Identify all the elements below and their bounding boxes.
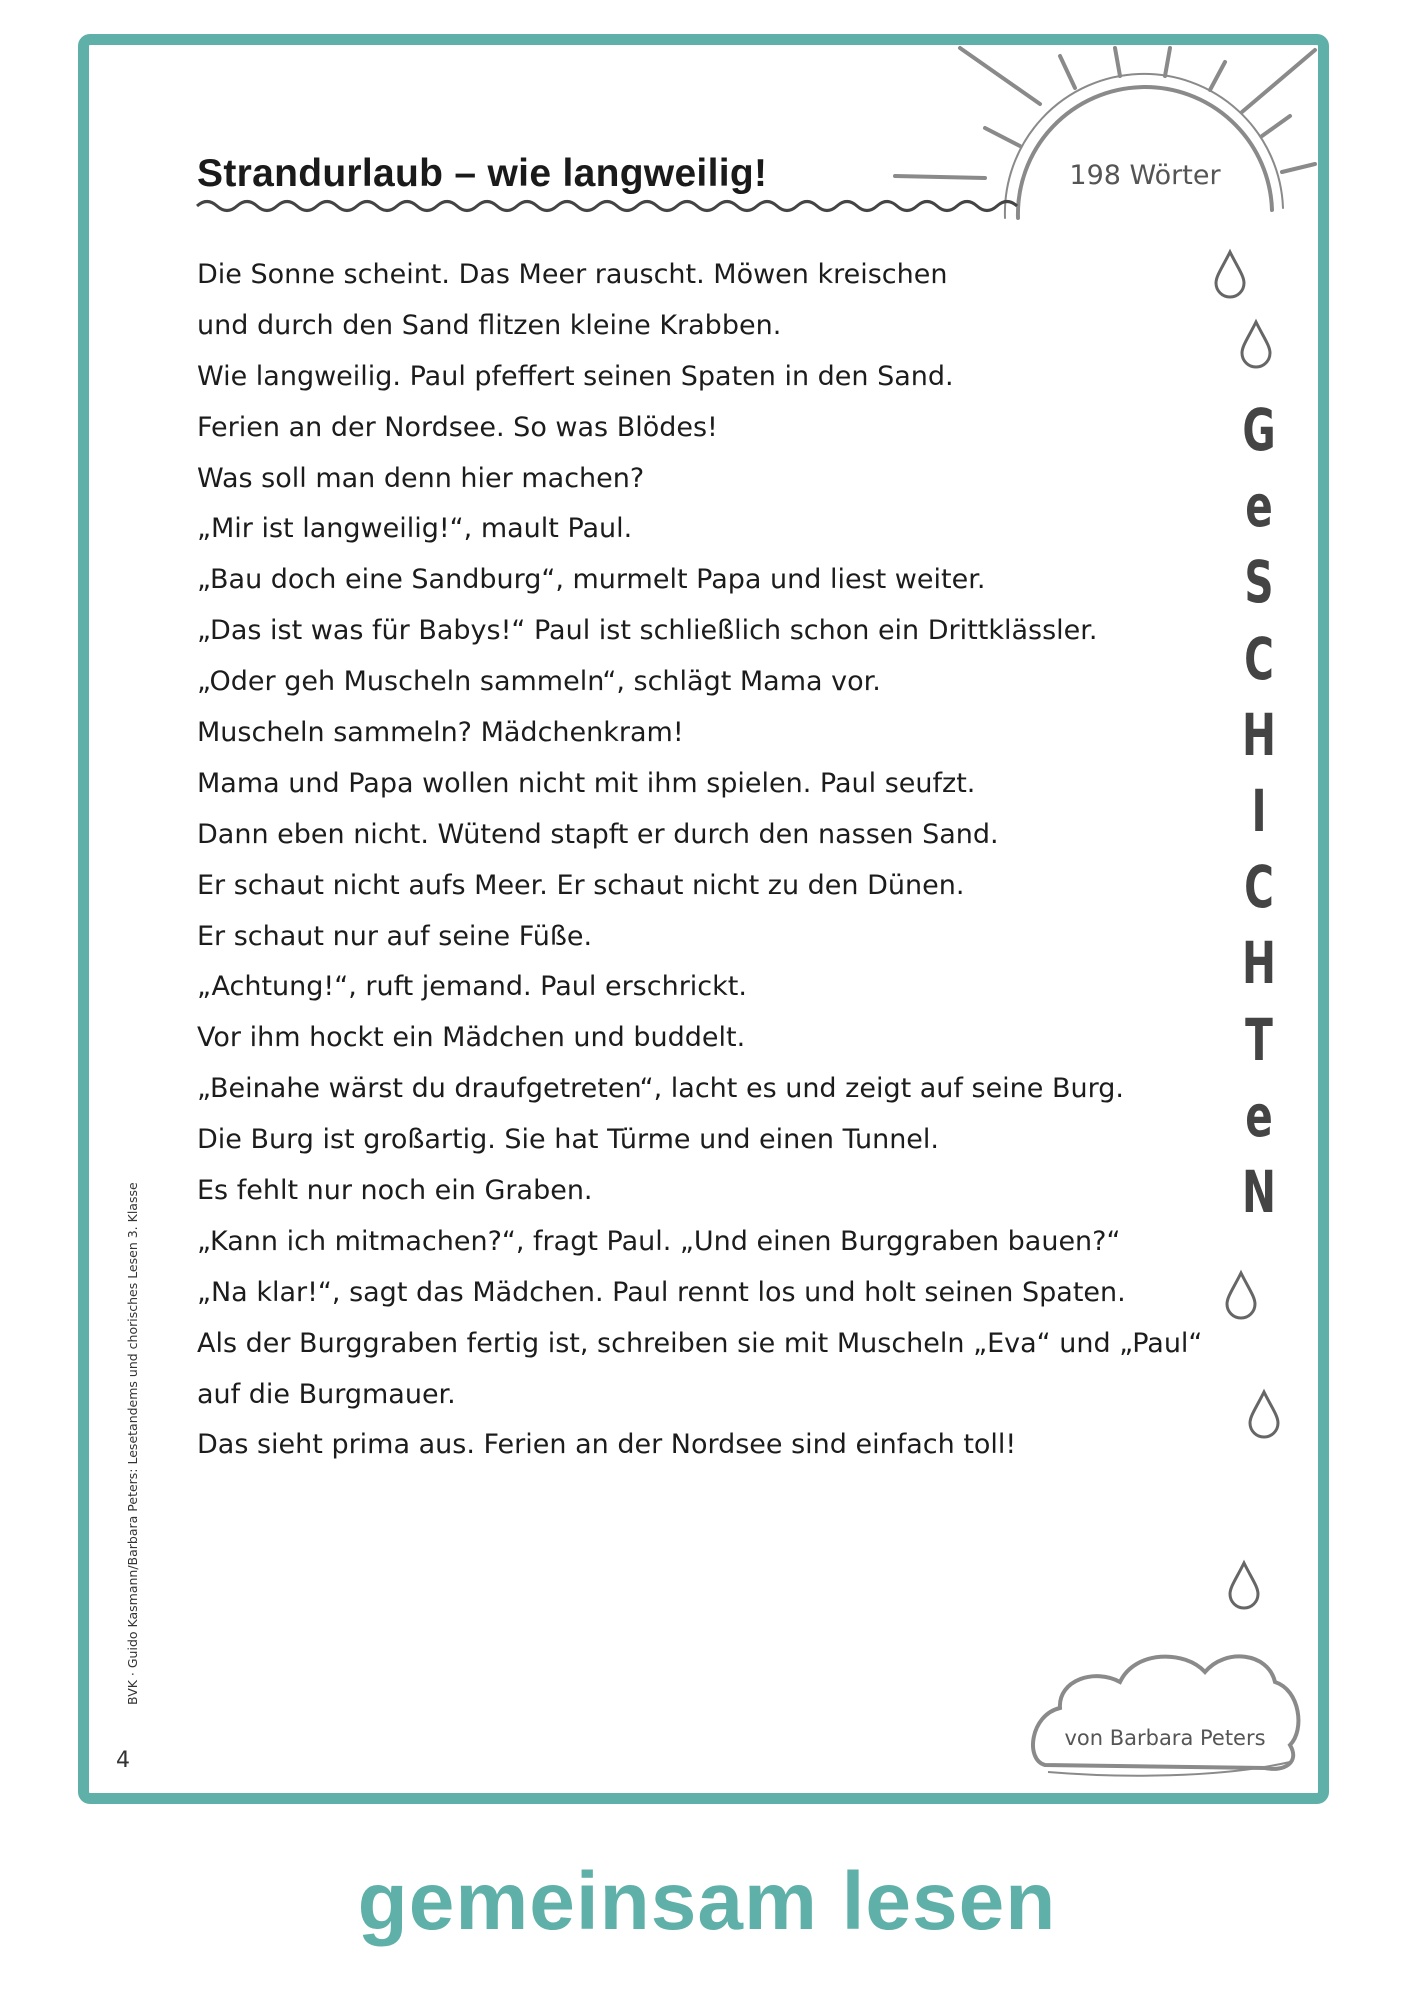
raindrop-icon [1216,252,1244,297]
footer-title: gemeinsam lesen [357,1856,1057,1947]
story-line: „Kann ich mitmachen?“, fragt Paul. „Und einen Burggraben bauen?“ [197,1225,1121,1257]
story-line: Die Sonne scheint. Das Meer rauscht. Möwen kreischen [197,259,948,290]
story-line: „Mir ist langweilig!“, mault Paul. [197,513,633,545]
story-line: „Das ist was für Babys!“ Paul ist schließlich schon ein Drittklässler. [197,615,1098,647]
story-line: Das sieht prima aus. Ferien an der Nordsee sind einfach toll! [197,1429,1017,1461]
vertical-letter: H [1242,700,1276,769]
story-line: Vor ihm hockt ein Mädchen und buddelt. [197,1022,746,1054]
page-title: Strandurlaub – wie langweilig! [197,152,768,195]
story-line: Als der Burggraben fertig ist, schreiben sie mit Muscheln „Eva“ und „Paul“ [197,1327,1203,1359]
raindrop-icon [1242,322,1270,367]
cloud-icon [1033,1656,1298,1768]
story-line: Er schaut nicht aufs Meer. Er schaut nicht zu den Dünen. [197,869,965,901]
vertical-letter: N [1242,1157,1276,1226]
story-line: Wie langweilig. Paul pfeffert seinen Spaten in den Sand. [197,360,954,392]
story-line: Es fehlt nur noch ein Graben. [197,1175,593,1207]
publisher-credit: BVK · Guido Kasmann/Barbara Peters: Lesetandems und chorisches Lesen 3. Klasse [125,1182,140,1705]
vertical-letter: C [1244,624,1274,693]
vertical-letter: e [1245,472,1273,541]
story-line: auf die Burgmauer. [197,1378,456,1410]
author-credit: von Barbara Peters [1064,1726,1266,1750]
story-line: Was soll man denn hier machen? [197,462,645,494]
story-line: „Achtung!“, ruft jemand. Paul erschrickt. [197,971,747,1003]
raindrop-icon [1230,1563,1258,1608]
page-number: 4 [116,1748,130,1773]
story-line: Ferien an der Nordsee. So was Blödes! [197,411,718,443]
vertical-letter: S [1244,548,1274,617]
word-count-label: 198 Wörter [1069,160,1221,191]
story-line: „Oder geh Muscheln sammeln“, schlägt Mama vor. [197,666,881,698]
vertical-letter: T [1245,1005,1273,1074]
story-line: „Na klar!“, sagt das Mädchen. Paul rennt los und holt seinen Spaten. [197,1276,1126,1308]
story-text [197,250,1203,1471]
sun-icon [895,48,1315,218]
story-line: „Beinahe wärst du draufgetreten“, lacht es und zeigt auf seine Burg. [197,1073,1124,1105]
story-line: Er schaut nur auf seine Füße. [197,920,593,952]
raindrop-icon [1227,1273,1255,1318]
story-line: Muscheln sammeln? Mädchenkram! [197,717,684,749]
wave-underline [197,202,1017,211]
vertical-word-geschichten [1200,392,1318,1230]
raindrop-icon [1250,1392,1278,1437]
story-line: Mama und Papa wollen nicht mit ihm spielen. Paul seufzt. [197,767,976,799]
vertical-letter: H [1242,929,1276,998]
story-line: „Bau doch eine Sandburg“, murmelt Papa und liest weiter. [197,564,986,596]
vertical-letter: C [1244,853,1274,922]
vertical-letter: G [1242,396,1276,464]
story-line: Dann eben nicht. Wütend stapft er durch den nassen Sand. [197,818,999,850]
story-line: Die Burg ist großartig. Sie hat Türme und einen Tunnel. [197,1124,939,1156]
vertical-letter: I [1251,776,1267,845]
story-line: und durch den Sand flitzen kleine Krabben. [197,309,782,341]
vertical-letter: e [1245,1081,1273,1150]
